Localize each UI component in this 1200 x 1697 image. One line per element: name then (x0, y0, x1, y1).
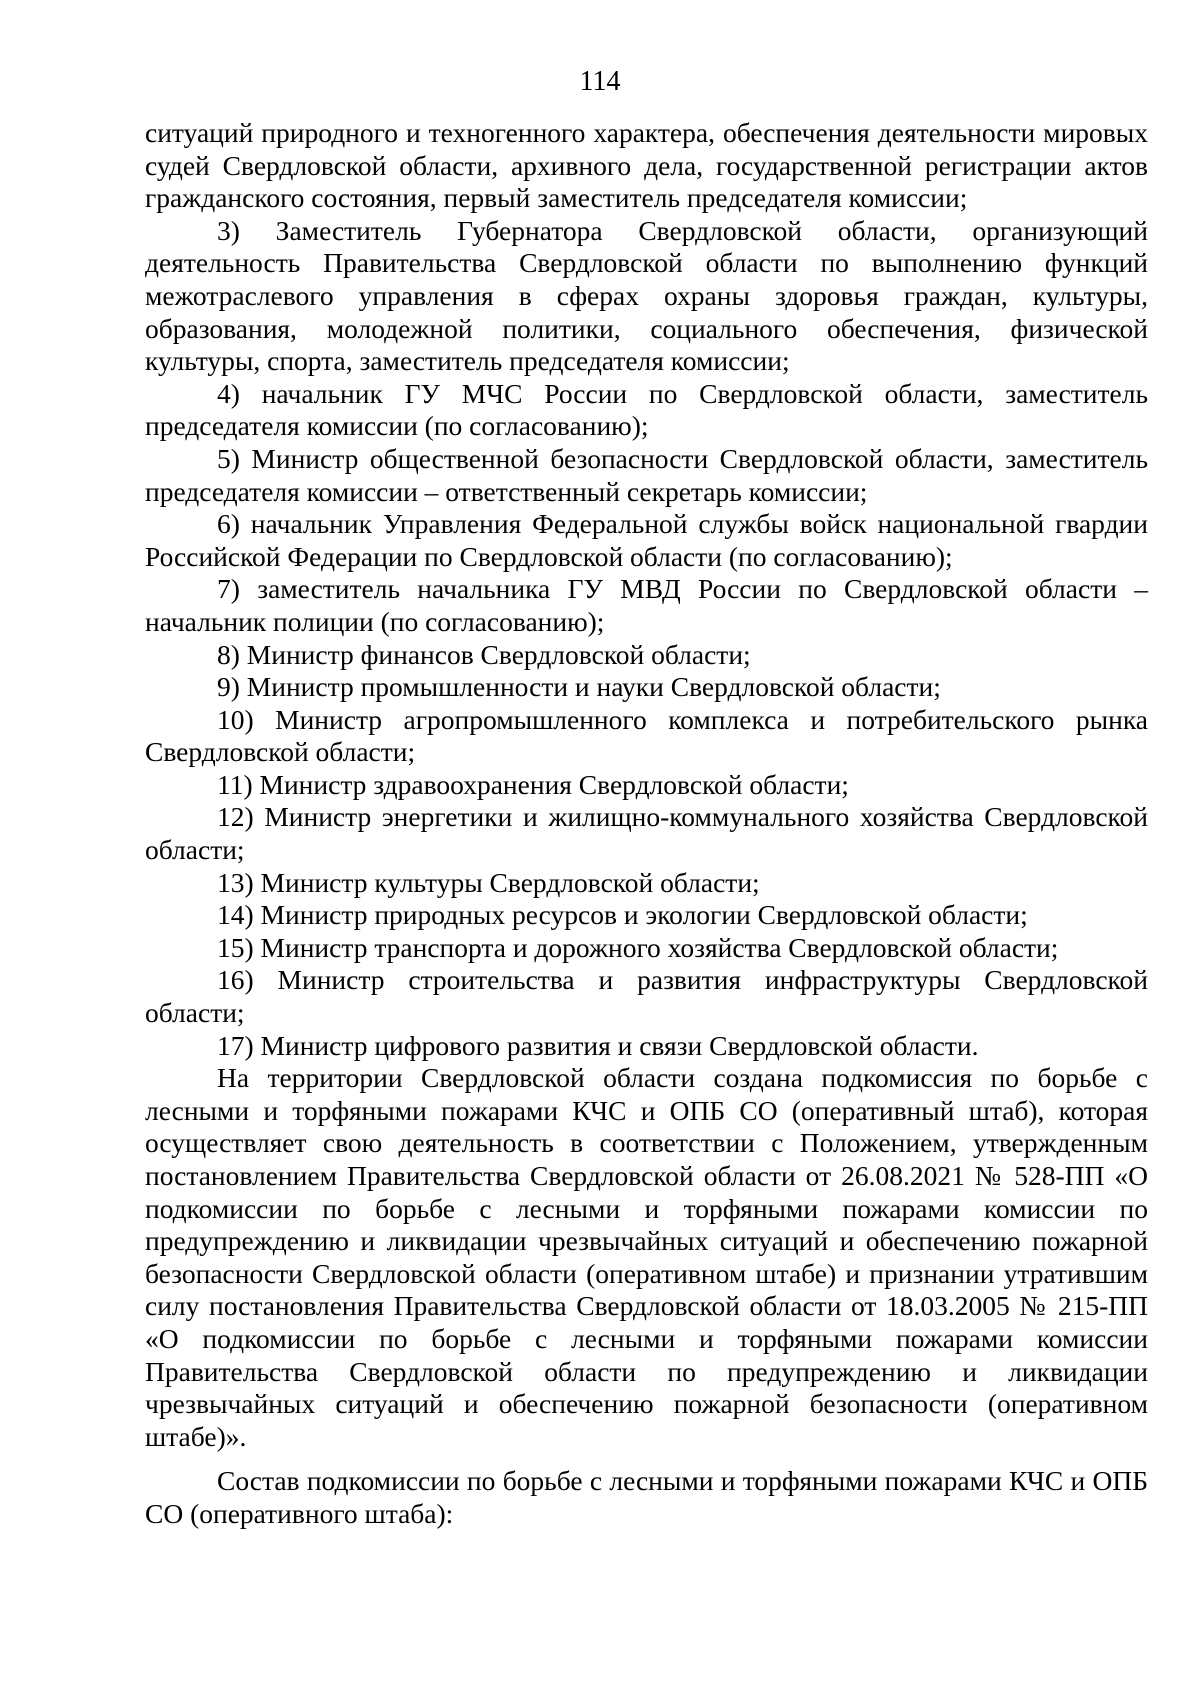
list-item-13: 13) Министр культуры Свердловской области; (217, 866, 760, 898)
list-item-5: 5) Министр общественной безопасности Свердловской области, заместитель председателя комиссии – ответственный секретарь комиссии; (145, 442, 1148, 507)
paragraph-continuation: ситуаций природного и техногенного характера, обеспечения деятельности мировых судей Свердловской области, архивного дела, государственной регистрации актов гражданского состояния, первый заместитель председателя комиссии; (145, 117, 1148, 214)
list-item-11: 11) Министр здравоохранения Свердловской области; (217, 768, 849, 800)
list-item-15: 15) Министр транспорта и дорожного хозяйства Свердловской области; (217, 931, 1059, 963)
document-body (145, 117, 1148, 1531)
list-item-6: 6) начальник Управления Федеральной службы войск национальной гвардии Российской Федерации по Свердловской области (по согласованию); (145, 508, 1148, 572)
paragraph-subcommission: На территории Свердловской области создана подкомиссия по борьбе с лесными и торфяными пожарами КЧС и ОПБ СО (оперативный штаб), которая осуществляет свою деятельность в соответствии с Положением, утвержденным постановлением Правительства Свердловской области от 26.08.2021 № 528-ПП «О подкомиссии по борьбе с лесными и торфяными пожарами комиссии по предупреждению и ликвидации чрезвычайных ситуаций и обеспечению пожарной безопасности Свердловской области (оперативном штабе) и признании утратившим силу постановления Правительства Свердловской области от 18.03.2005 № 215-ПП «О подкомиссии по борьбе с лесными и торфяными пожарами комиссии Правительства Свердловской области по предупреждению и ликвидации чрезвычайных ситуаций и обеспечению пожарной безопасности (оперативном штабе)». (145, 1062, 1148, 1452)
page-number: 114 (579, 66, 621, 97)
paragraph-composition: Состав подкомиссии по борьбе с лесными и торфяными пожарами КЧС и ОПБ СО (оперативного штаба): (145, 1465, 1148, 1529)
list-item-17: 17) Министр цифрового развития и связи Свердловской области. (217, 1029, 979, 1061)
list-item-10: 10) Министр агропромышленного комплекса и потребительского рынка Свердловской области; (145, 703, 1148, 768)
list-item-16: 16) Министр строительства и развития инфраструктуры Свердловской области; (145, 964, 1148, 1029)
list-item-12: 12) Министр энергетики и жилищно-коммунального хозяйства Свердловской области; (145, 801, 1148, 866)
list-item-3: 3) Заместитель Губернатора Свердловской области, организующий деятельность Правительства Свердловской области по выполнению функций межотраслевого управления в сферах охраны здоровья граждан, культуры, образования, молодежной политики, социального обеспечения, физической культуры, спорта, заместитель председателя комиссии; (145, 214, 1148, 377)
list-item-9: 9) Министр промышленности и науки Свердловской области; (217, 671, 941, 703)
list-item-14: 14) Министр природных ресурсов и экологии Свердловской области; (217, 899, 1028, 931)
list-item-8: 8) Министр финансов Свердловской области; (217, 638, 751, 670)
list-item-4: 4) начальник ГУ МЧС России по Свердловской области, заместитель председателя комиссии (по согласованию); (145, 377, 1148, 442)
list-item-7: 7) заместитель начальника ГУ МВД России по Свердловской области – начальник полиции (по согласованию); (145, 573, 1148, 637)
